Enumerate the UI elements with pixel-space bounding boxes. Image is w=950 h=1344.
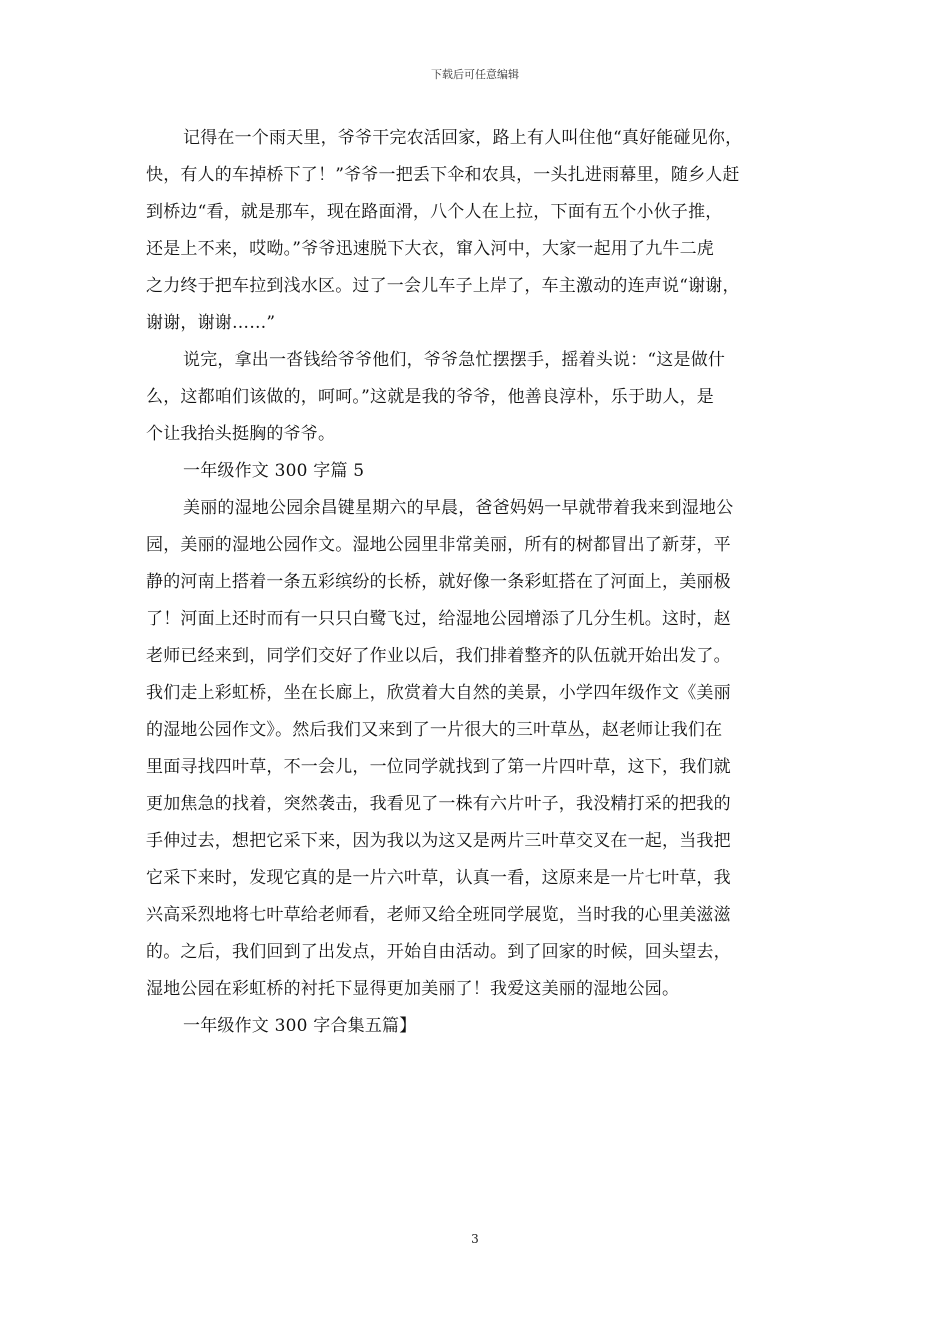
text-line: 的。之后，我们回到了出发点，开始自由活动。到了回家的时候，回头望去， <box>146 942 731 962</box>
text-line: 里面寻找四叶草，不一会儿，一位同学就找到了第一片四叶草，这下，我们就 <box>146 757 731 777</box>
text-line: 我们走上彩虹桥，坐在长廊上，欣赏着大自然的美景，小学四年级作文《美丽 <box>146 683 731 703</box>
text-line: 之力终于把车拉到浅水区。过了一会儿车子上岸了，车主激动的连声说“谢谢， <box>146 276 740 296</box>
text-line: 兴高采烈地将七叶草给老师看，老师又给全班同学展览，当时我的心里美滋滋 <box>146 905 731 925</box>
text-line: 的湿地公园作文》。然后我们又来到了一片很大的三叶草丛，赵老师让我们在 <box>146 720 723 740</box>
document-body <box>146 120 811 1045</box>
page-header: 下载后可任意编辑 <box>431 68 519 81</box>
text-line: 记得在一个雨天里，爷爷干完农活回家，路上有人叫住他“真好能碰见你， <box>183 128 743 148</box>
text-line: 还是上不来，哎呦。”爷爷迅速脱下大衣，窜入河中，大家一起用了九牛二虎 <box>146 239 714 259</box>
text-line: 静的河南上搭着一条五彩缤纷的长桥，就好像一条彩虹搭在了河面上，美丽极 <box>146 572 731 592</box>
text-line: 它采下来时，发现它真的是一片六叶草，认真一看，这原来是一片七叶草，我 <box>146 868 731 888</box>
page-number: 3 <box>471 1232 479 1246</box>
text-line: 园，美丽的湿地公园作文。湿地公园里非常美丽，所有的树都冒出了新芽，平 <box>146 535 731 555</box>
text-line: 说完，拿出一沓钱给爷爷他们，爷爷急忙摆摆手，摇着头说：“这是做什 <box>183 350 726 370</box>
text-line: 手伸过去，想把它采下来，因为我以为这又是两片三叶草交叉在一起，当我把 <box>146 831 731 851</box>
text-line: 一年级作文 300 字篇 5 <box>183 461 365 481</box>
text-line: 谢谢，谢谢……” <box>146 313 276 333</box>
text-line: 更加焦急的找着，突然袭击，我看见了一株有六片叶子，我没精打采的把我的 <box>146 794 731 814</box>
text-line: 老师已经来到，同学们交好了作业以后，我们排着整齐的队伍就开始出发了。 <box>146 646 731 666</box>
text-line: 到桥边“看，就是那车，现在路面滑，八个人在上拉，下面有五个小伙子推， <box>146 202 723 222</box>
text-line: 一年级作文 300 字合集五篇】 <box>183 1016 417 1036</box>
text-line: 么，这都咱们该做的，呵呵。”这就是我的爷爷，他善良淳朴，乐于助人，是 <box>146 387 714 407</box>
text-line: 湿地公园在彩虹桥的衬托下显得更加美丽了！我爱这美丽的湿地公园。 <box>146 979 680 999</box>
text-line: 美丽的湿地公园余昌键星期六的早晨，爸爸妈妈一早就带着我来到湿地公 <box>183 498 734 518</box>
text-line: 了！河面上还时而有一只只白鹭飞过，给湿地公园增添了几分生机。这时，赵 <box>146 609 731 629</box>
text-line: 个让我抬头挺胸的爷爷。 <box>146 424 336 444</box>
text-line: 快，有人的车掉桥下了！”爷爷一把丢下伞和农具，一头扎进雨幕里，随乡人赶 <box>146 165 740 185</box>
